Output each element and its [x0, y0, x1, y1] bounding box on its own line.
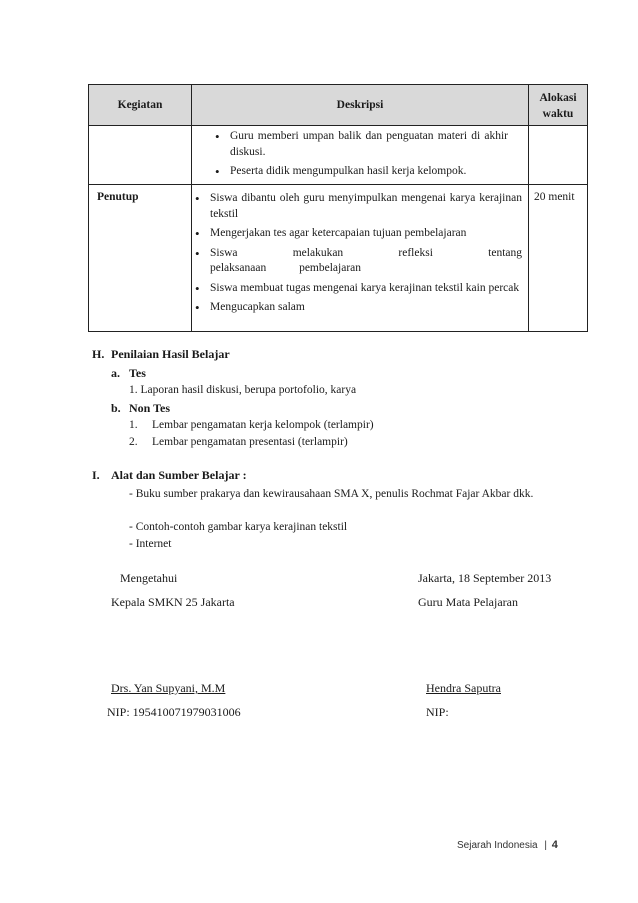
section-h-heading: [92, 347, 104, 362]
page-number: 4: [551, 839, 558, 851]
continued-alokasi-cell: [528, 125, 588, 184]
tes-item: 1. Laporan hasil diskusi, berupa portofolio, karya: [129, 384, 357, 396]
penutup-alokasi-cell: [528, 184, 588, 332]
penutup-alokasi-value: 20 menit: [534, 191, 575, 203]
signature-left-top: Mengetahui: [120, 571, 178, 585]
signature-right-role: Guru Mata Pelajaran: [418, 595, 518, 609]
signature-left-role: Kepala SMKN 25 Jakarta: [111, 595, 235, 609]
section-i-marker: I.: [92, 468, 100, 482]
continued-bullet: • Guru memberi umpan balik dan penguatan materi di akhir diskusi.: [212, 129, 508, 160]
header-deskripsi: [191, 84, 528, 125]
signature-left-name: Drs. Yan Supyani, M.M: [111, 681, 226, 695]
non-tes-marker: b.: [111, 401, 121, 415]
header-alokasi-label: Alokasi waktu: [539, 92, 577, 120]
header-deskripsi-label: Deskripsi: [336, 99, 384, 111]
section-h-marker: H.: [92, 347, 105, 361]
header-kegiatan-label: Kegiatan: [117, 99, 163, 111]
penutup-bullet: • Mengerjakan tes agar ketercapaian tujuan pembelajaran: [192, 226, 522, 242]
non-tes-item-number: 1.: [129, 419, 138, 431]
continued-deskripsi-cell: [191, 125, 528, 184]
signature-left-nip: NIP: 195410071979031006: [107, 705, 241, 719]
continued-kegiatan-cell: [88, 125, 191, 184]
non-tes-item-text: Lembar pengamatan kerja kelompok (terlampir): [152, 419, 374, 431]
footer-title: Sejarah Indonesia: [457, 840, 538, 851]
footer-separator: |: [544, 840, 548, 851]
tes-marker: a.: [111, 366, 120, 380]
penutup-bullet: • Siswa membuat tugas mengenai karya kerajinan tekstil kain percak: [192, 281, 522, 297]
non-tes-item-text: Lembar pengamatan presentasi (terlampir): [152, 436, 348, 448]
section-i-title: Alat dan Sumber Belajar :: [111, 468, 247, 482]
penutup-deskripsi-cell: [191, 184, 528, 332]
header-alokasi: [528, 84, 588, 125]
penutup-label: Penutup: [97, 191, 139, 203]
signature-right-nip: NIP:: [426, 705, 449, 719]
penutup-bullet: • Mengucapkan salam: [192, 300, 522, 316]
signature-right-name: Hendra Saputra: [426, 681, 501, 695]
tes-label: Tes: [129, 366, 146, 380]
penutup-bullet: • Siswa melakukan refleksi tentang pelaksanaan pembelajaran: [192, 246, 522, 277]
penutup-bullet: • Siswa dibantu oleh guru menyimpulkan mengenai karya kerajinan tekstil: [192, 191, 522, 222]
non-tes-label: Non Tes: [129, 401, 171, 415]
section-i-item: - Internet: [129, 538, 172, 550]
section-i-item: - Contoh-contoh gambar karya kerajinan tekstil: [129, 521, 348, 533]
section-h-title: Penilaian Hasil Belajar: [111, 347, 230, 361]
continued-bullet: • Peserta didik mengumpulkan hasil kerja kelompok.: [212, 164, 508, 180]
section-i-item-text: - Buku sumber prakarya dan kewirausahaan SMA X, penulis Rochmat Fajar Akbar dkk.: [129, 488, 534, 500]
page-footer: [457, 839, 558, 851]
non-tes-item-number: 2.: [129, 436, 138, 448]
penutup-kegiatan-cell: [88, 184, 191, 332]
header-kegiatan: [88, 84, 191, 125]
signature-right-top: Jakarta, 18 September 2013: [418, 571, 552, 585]
section-i-item: [129, 486, 565, 504]
